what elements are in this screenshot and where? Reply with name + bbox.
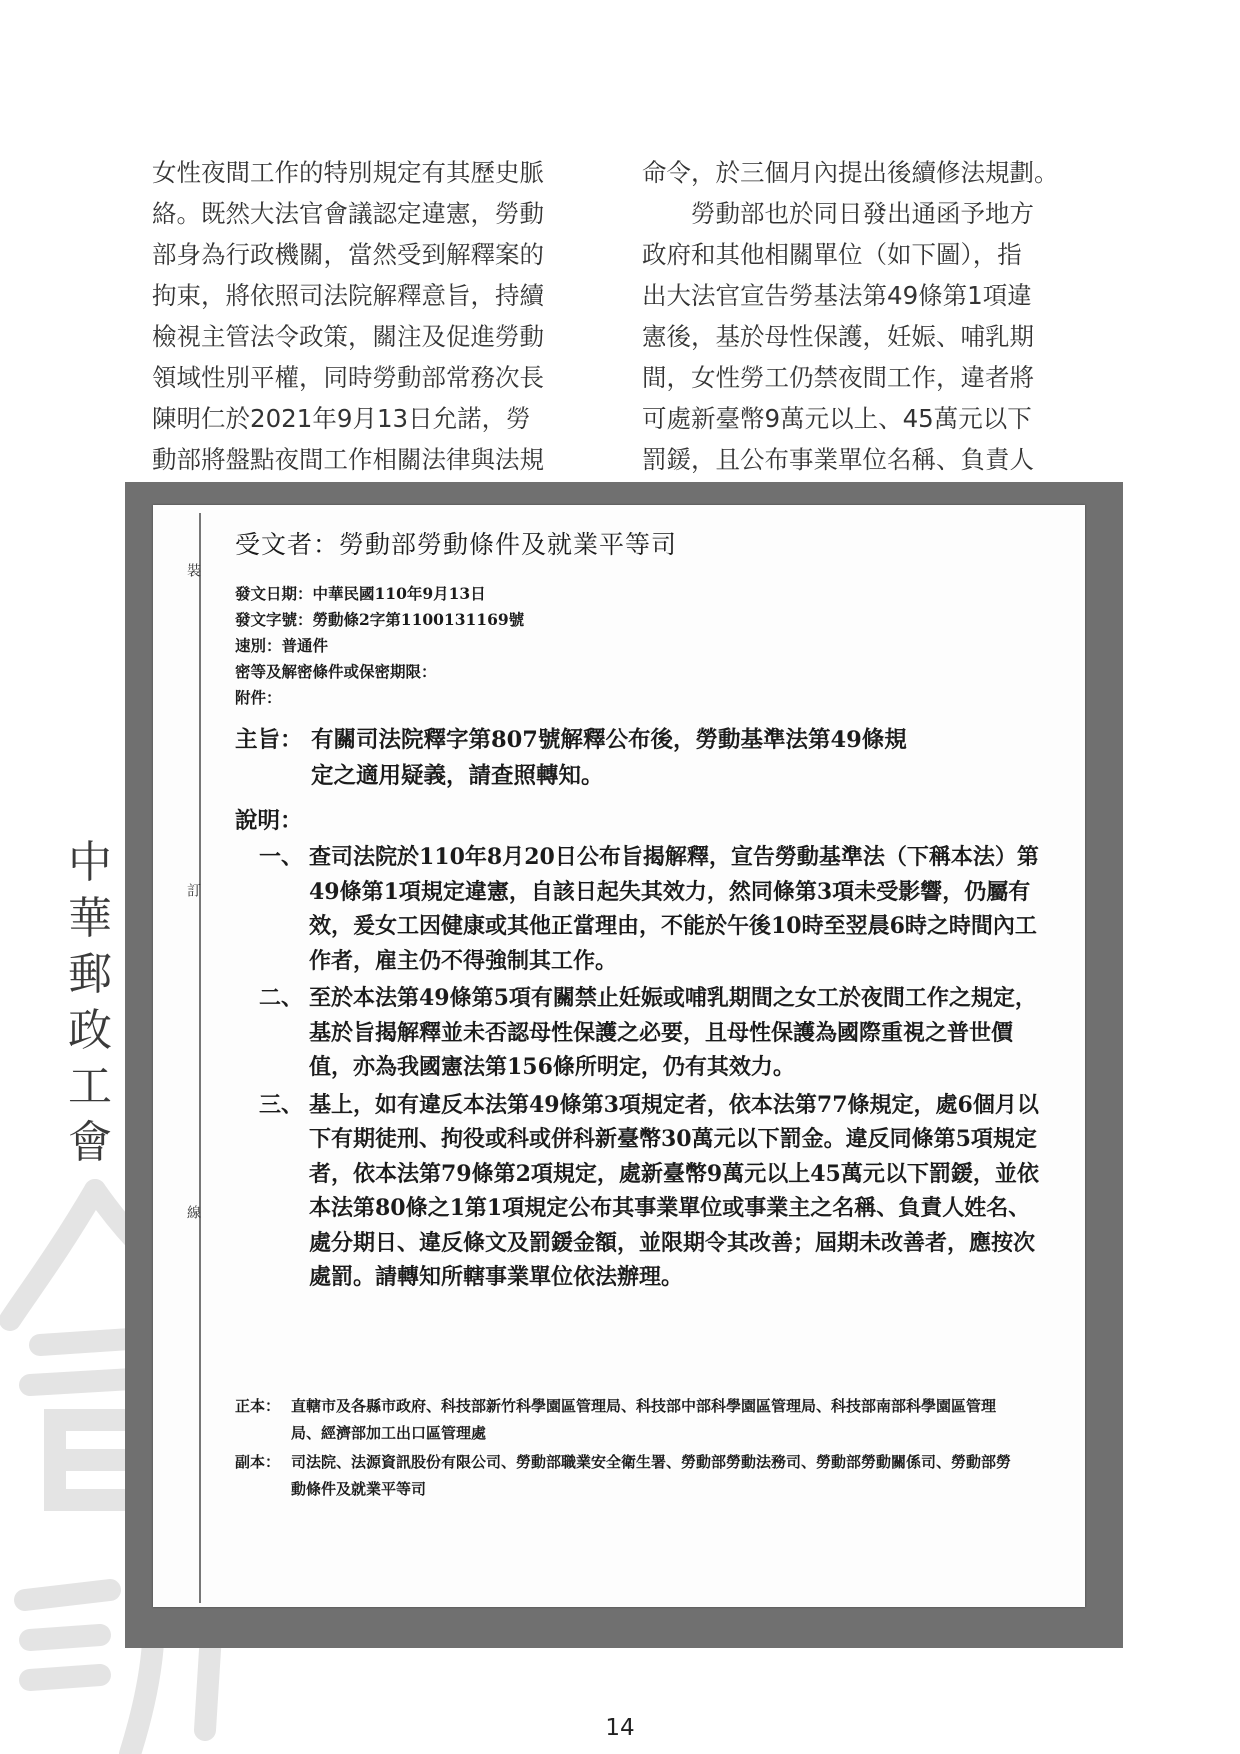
explanation-item [259,981,1039,1085]
article-line: 政府和其他相關單位（如下圖），指 [642,240,1022,269]
item-text: 基上，如有違反本法第49條第3項規定者，依本法第77條規定，處6個月以下有期徒刑、拘役或科或併科新臺幣30萬元以下罰金。違反同條第5項規定者，依本法第79條第2項規定，處新臺幣9萬元以上45萬元以下罰鍰，並依本法第80條之1第1項規定公布其事業單位或事業主之名稱、負責人姓名、處分期日、違反條文及罰鍰金額，並限期令其改善；屆期未改善者，應按次處罰。請轉知所轄事業單位依法辦理。 [309,1091,1039,1290]
subject-label: 主旨： [235,727,303,753]
union-name-char: 華 [68,893,112,944]
letter-recipient: 受文者：勞動部勞動條件及就業平等司 [235,530,678,559]
item-text: 查司法院於110年8月20日公布旨揭解釋，宣告勞動基準法（下稱本法）第49條第1項規定違憲，自該日起失其效力，然同條第3項未受影響，仍屬有效，爰女工因健康或其他正當理由，不能於午後10時至翌晨6時之時間內工作者，雇主仍不得強制其工作。 [309,844,1039,974]
article-line: 可處新臺幣9萬元以上、45萬元以下 [642,404,1032,433]
union-name-char: 會 [68,1117,112,1168]
article-right-column [642,152,1087,480]
article-line: 罰鍰，且公布事業單位名稱、負責人 [642,445,1034,474]
article-line: 命令，於三個月內提出後續修法規劃。 [642,158,1059,187]
article-left-column [152,152,597,480]
article-line: 勞動部也於同日發出通函予地方 [691,199,1034,228]
binding-mark: 裝 [185,563,201,577]
explanation-label: 說明： [235,808,303,834]
binding-mark: 訂 [185,883,201,897]
letter-distribution [235,1393,1025,1505]
union-name-vertical [60,835,120,1171]
cc-main-recipients: 直轄市及各縣市政府、科技部新竹科學園區管理局、科技部中部科學園區管理局、科技部南部科學園區管理局、經濟部加工出口區管理處 [291,1397,997,1442]
explanation-item [259,1088,1039,1295]
explanation-item [259,840,1039,978]
subject-text-line2: 定之適用疑義，請查照轉知。 [311,763,604,789]
cc-copy-recipients: 司法院、法源資訊股份有限公司、勞動部職業安全衛生署、勞動部勞動法務司、勞動部勞動關係司、勞動部勞動條件及就業平等司 [291,1453,1012,1498]
meta-classification: 密等及解密條件或保密期限： [235,662,437,681]
binding-line [199,513,201,1603]
article-line: 絡。既然大法官會議認定違憲，勞動 [152,199,544,228]
article-line: 女性夜間工作的特別規定有其歷史脈 [152,158,544,187]
meta-doc-number: 發文字號：勞動條2字第1100131169號 [235,610,525,629]
cc-copy-label: 副本： [235,1453,281,1471]
page-number: 14 [605,1715,635,1741]
binding-mark: 線 [185,1205,201,1219]
cc-main-row [235,1393,1025,1447]
article-line: 部身為行政機關，當然受到解釋案的 [152,240,544,269]
union-name-char: 中 [68,837,112,888]
meta-date: 發文日期：中華民國110年9月13日 [235,584,486,603]
letter-subject [235,722,1015,794]
union-name-char: 郵 [68,949,112,1000]
article-line: 檢視主管法令政策，關注及促進勞動 [152,322,544,351]
article-line: 間，女性勞工仍禁夜間工作，違者將 [642,363,1034,392]
letter-meta [235,581,524,711]
article-line: 出大法官宣告勞基法第49條第1項違 [642,281,1032,310]
item-text: 至於本法第49條第5項有關禁止妊娠或哺乳期間之女工於夜間工作之規定，基於旨揭解釋並未否認母性保護之必要，且母性保護為國際重視之普世價值，亦為我國憲法第156條所明定，仍有其效力。 [309,985,1037,1080]
meta-speed: 速別：普通件 [235,636,329,655]
official-letter [153,505,1085,1607]
cc-copy-row [235,1449,1025,1503]
article-line: 拘束，將依照司法院解釋意旨，持續 [152,281,544,310]
meta-attachment: 附件： [235,688,282,707]
union-name-char: 工 [68,1061,112,1112]
item-number: 一、 [259,844,304,870]
article-line: 陳明仁於2021年9月13日允諾，勞 [152,404,531,433]
subject-text-line1: 有關司法院釋字第807號解釋公布後，勞動基準法第49條規 [311,727,907,753]
union-name-char: 政 [68,1005,112,1056]
article-line: 憲後，基於母性保護，妊娠、哺乳期 [642,322,1034,351]
item-number: 三、 [259,1091,304,1118]
explanation-items [259,840,1039,1298]
article-line: 領域性別平權，同時勞動部常務次長 [152,363,544,392]
article-line: 動部將盤點夜間工作相關法律與法規 [152,445,544,474]
item-number: 二、 [259,985,304,1011]
cc-main-label: 正本： [235,1397,281,1415]
